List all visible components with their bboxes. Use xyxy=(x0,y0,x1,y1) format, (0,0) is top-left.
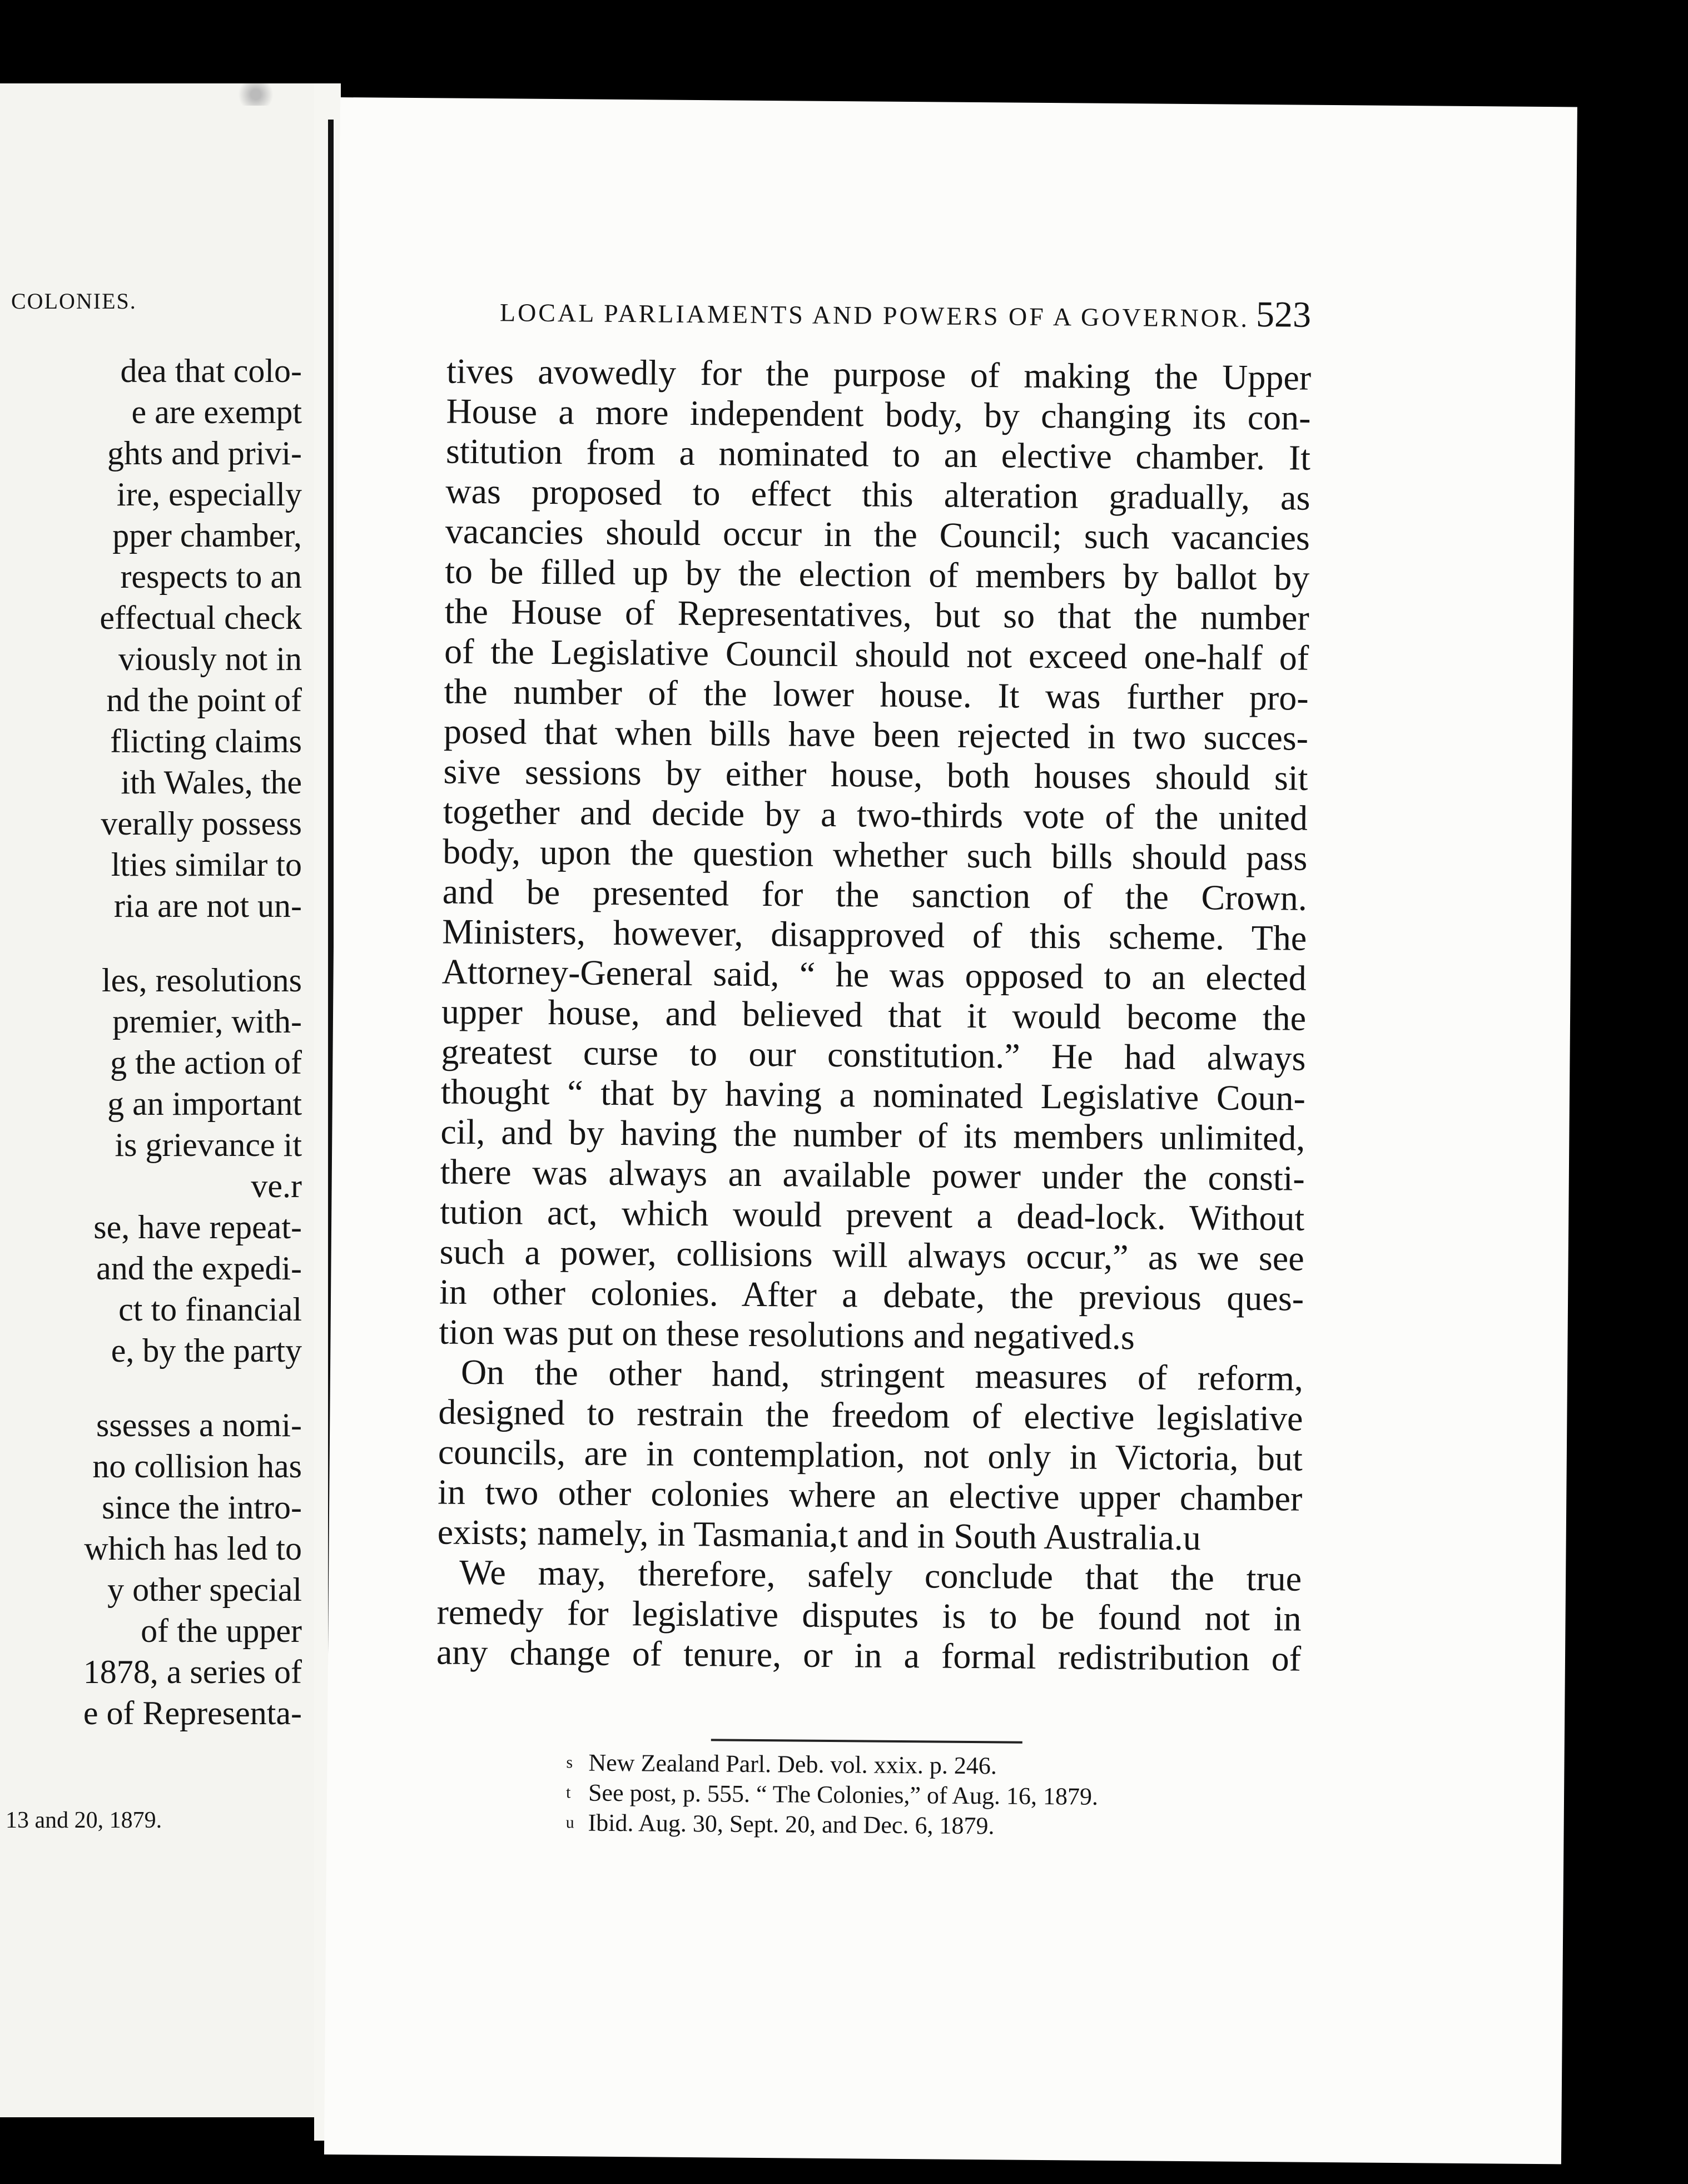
text-line: dea that colo- xyxy=(120,353,302,389)
text-line: body, upon the question whether such bills should pass xyxy=(443,831,1308,878)
text-line: effectual check xyxy=(100,599,302,636)
text-line: e of Representa- xyxy=(83,1695,302,1731)
left-running-head: COLONIES. xyxy=(11,289,137,314)
text-line: ith Wales, the xyxy=(121,764,302,801)
paragraph-gap xyxy=(2,1371,302,1404)
text-line: lties similar to xyxy=(111,846,302,883)
text-line: and the expedi- xyxy=(96,1250,302,1287)
text-line: together and decide by a two-thirds vote of the united xyxy=(443,791,1308,838)
text-line: House a more independent body, by changing its con- xyxy=(446,391,1311,438)
text-line: pper chamber, xyxy=(112,517,302,554)
text-line: verally possess xyxy=(101,805,302,842)
footnote-rule xyxy=(711,1739,1022,1743)
text-line: se, have repeat- xyxy=(93,1209,302,1245)
text-line: stitution from a nominated to an elective chamber. It xyxy=(445,431,1311,478)
text-line: designed to restrain the freedom of elective legislative xyxy=(438,1392,1303,1438)
text-line: tution act, which would prevent a dead-lock. Without xyxy=(439,1192,1305,1238)
text-line: respects to an xyxy=(120,558,302,595)
footnote-mark: t xyxy=(565,1783,571,1802)
text-line: Ministers, however, disapproved of this scheme. The xyxy=(441,911,1307,958)
text-line: ct to financial xyxy=(118,1291,302,1328)
text-line: ire, especially xyxy=(116,476,302,513)
text-line: of the upper xyxy=(141,1612,302,1649)
text-line: On the other hand, stringent measures of reform, xyxy=(460,1352,1304,1398)
footnote-text: Ibid. Aug. 30, Sept. 20, and Dec. 6, 1879. xyxy=(588,1809,995,1840)
text-line: exists; namely, in Tasmania,t and in South Australia.u xyxy=(437,1512,1202,1558)
text-line: ssesses a nomi- xyxy=(96,1407,302,1443)
text-line: remedy for legislative disputes is to be found not in xyxy=(436,1592,1302,1639)
footnote xyxy=(565,1808,1288,1843)
text-line: ghts and privi- xyxy=(107,435,302,471)
text-line: ria are not un- xyxy=(113,887,302,924)
text-line: 1878, a series of xyxy=(83,1654,302,1690)
paper-speck xyxy=(234,83,278,106)
footnote-text: See post, p. 555. “ The Colonies,” of Aug. 16, 1879. xyxy=(588,1779,1099,1810)
footnotes xyxy=(565,1748,1289,1843)
text-line: vacancies should occur in the Council; such vacancies xyxy=(445,511,1310,558)
text-line: of the Legislative Council should not exceed one-half of xyxy=(444,631,1309,678)
text-line: e are exempt xyxy=(131,394,302,430)
text-line: there was always an available power under the consti- xyxy=(440,1151,1305,1198)
text-line: sive sessions by either house, both houses should sit xyxy=(443,751,1308,798)
text-line: such a power, collisions will always occur,” as we see xyxy=(439,1232,1304,1278)
text-line: upper house, and believed that it would become the xyxy=(441,991,1307,1038)
text-line: ve.r xyxy=(251,1168,302,1204)
text-line: Attorney-General said, “ he was opposed to an elected xyxy=(441,951,1307,998)
text-line: y other special xyxy=(107,1571,302,1608)
right-page xyxy=(324,97,1577,2164)
text-line: premier, with- xyxy=(112,1003,302,1040)
body-text xyxy=(436,351,1312,1679)
text-line: We may, therefore, safely conclude that the true xyxy=(459,1552,1302,1599)
text-line: to be filled up by the election of members by ballot by xyxy=(445,551,1310,598)
text-line: is grievance it xyxy=(115,1126,302,1163)
text-line: which has led to xyxy=(84,1530,302,1567)
text-line: greatest curse to our constitution.” He had always xyxy=(441,1031,1306,1078)
footnote-mark: u xyxy=(565,1813,574,1832)
footnote-mark: s xyxy=(566,1753,573,1772)
text-line: posed that when bills have been rejected in two succes- xyxy=(443,711,1309,758)
text-line: g an important xyxy=(107,1085,302,1122)
text-line: tives avowedly for the purpose of making the Upper xyxy=(446,351,1312,398)
text-line: flicting claims xyxy=(110,723,302,760)
text-line: cil, and by having the number of its members unlimited, xyxy=(440,1111,1305,1158)
text-line: since the intro- xyxy=(102,1489,302,1526)
text-line: g the action of xyxy=(110,1044,302,1081)
text-line: any change of tenure, or in a formal redistribution of xyxy=(436,1632,1302,1679)
text-line: and be presented for the sanction of the Crown. xyxy=(442,871,1308,918)
text-line: the House of Representatives, but so that the number xyxy=(444,591,1309,638)
text-line: thought “ that by having a nominated Legislative Coun- xyxy=(440,1071,1306,1118)
running-head: LOCAL PARLIAMENTS AND POWERS OF A GOVERNOR. xyxy=(499,298,1250,332)
text-line: no collision has xyxy=(92,1448,302,1485)
footnote-text: New Zealand Parl. Deb. vol. xxix. p. 246. xyxy=(588,1749,997,1780)
text-line: the number of the lower house. It was further pro- xyxy=(444,671,1309,718)
text-line: nd the point of xyxy=(106,682,302,718)
left-page xyxy=(0,83,314,2117)
text-line: les, resolutions xyxy=(102,962,302,999)
text-line: in other colonies. After a debate, the previous ques- xyxy=(439,1272,1304,1318)
text-line: tion was put on these resolutions and negatived.s xyxy=(439,1312,1135,1357)
paragraph-gap xyxy=(2,926,302,960)
text-line: was proposed to effect this alteration gradually, as xyxy=(445,471,1310,518)
left-footnote: 13 and 20, 1879. xyxy=(6,1808,162,1833)
text-line: in two other colonies where an elective upper chamber xyxy=(438,1472,1303,1518)
text-line: viously not in xyxy=(118,641,302,677)
left-text-block xyxy=(2,350,302,1734)
text-line: councils, are in contemplation, not only in Victoria, but xyxy=(438,1432,1303,1478)
page-number: 523 xyxy=(1255,294,1312,335)
text-line: e, by the party xyxy=(111,1332,302,1369)
